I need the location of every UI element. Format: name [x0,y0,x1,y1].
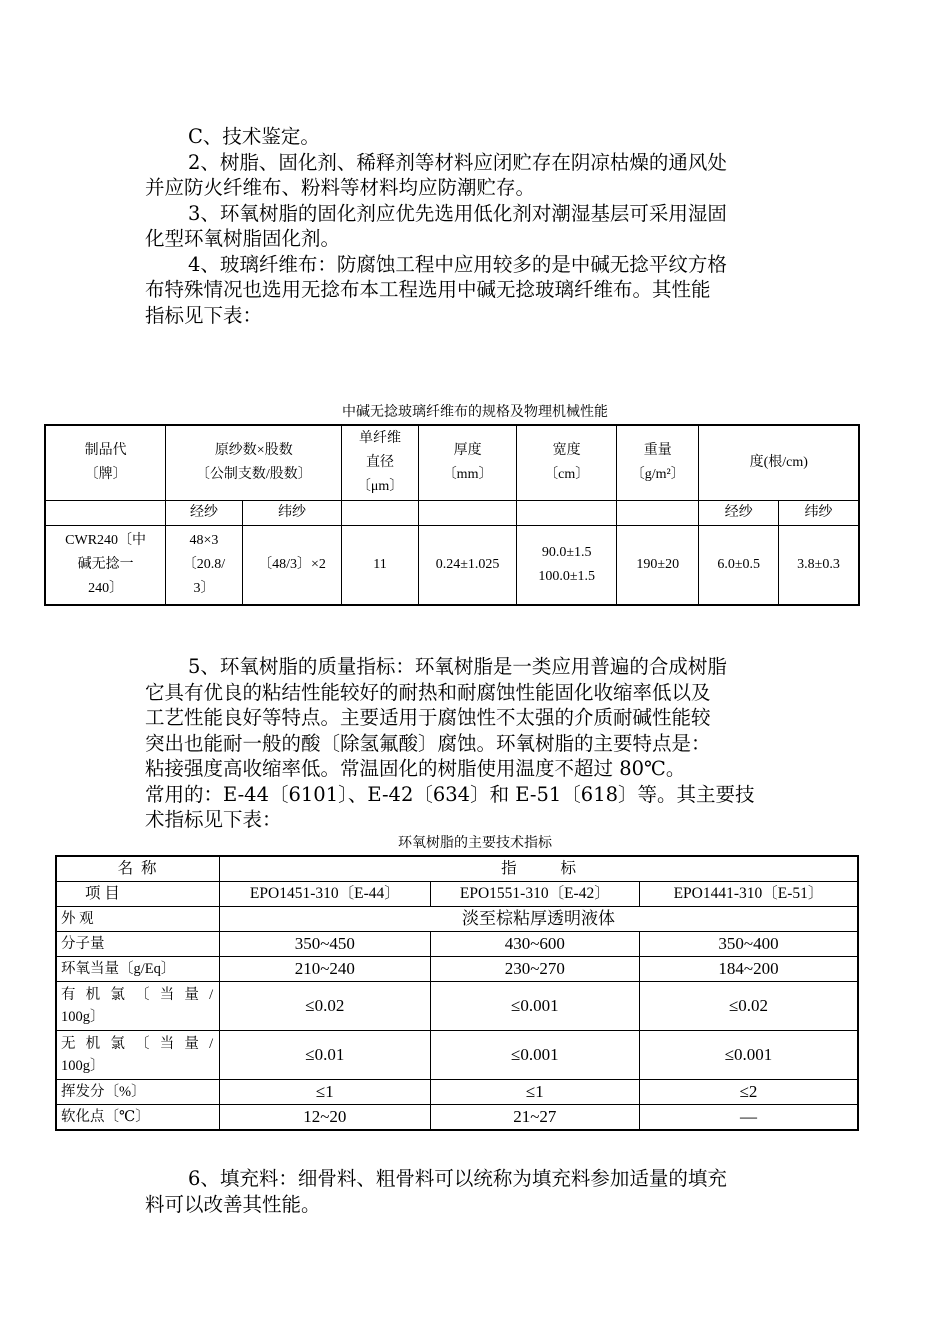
cell: 210~240 [220,957,430,982]
row-density-weft: 3.8±0.3 [778,526,859,606]
para-5-line-3: 工艺性能良好等特点。主要适用于腐蚀性不太强的介质耐碱性能较 [145,706,711,729]
paragraph-block-1 [145,124,810,328]
para-c: C、技术鉴定。 [188,125,320,148]
cell: 430~600 [430,932,639,957]
cell: ≤1 [430,1080,639,1105]
cell: ≤0.01 [220,1031,430,1080]
para-6-line-2: 料可以改善其性能。 [145,1192,321,1216]
row-label-epoxy-equivalent: 环氧当量〔g/Eq〕 [56,957,220,982]
para-5-line-2: 它具有优良的粘结性能较好的耐热和耐腐蚀性能固化收缩率低以及 [145,680,711,704]
row-width: 90.0±1.5 100.0±1.5 [517,526,617,606]
sub-density-warp: 经纱 [699,501,778,526]
para-4-line-3: 指标见下表： [145,303,263,327]
cell: ≤0.02 [640,982,858,1031]
sub-weft: 纬纱 [242,501,342,526]
para-4-line-2: 布特殊情况也选用无捻布本工程选用中碱无捻玻璃纤维布。其性能 [145,278,711,301]
sub-warp: 经纱 [166,501,242,526]
row-weight: 190±20 [616,526,699,606]
row-label-inorganic-chlorine: 无 机 氯 〔 当 量 / 100g〕 [56,1031,220,1080]
row-label-appearance: 外 观 [56,907,220,932]
row-label-organic-chlorine: 有 机 氯 〔 当 量 / 100g〕 [56,982,220,1031]
header-fiber-diameter: 单纤维 直径 〔μm〕 [342,425,418,501]
row-label-softening-point: 软化点〔℃〕 [56,1105,220,1131]
sub-density-weft: 纬纱 [778,501,859,526]
row-fiber: 11 [342,526,418,606]
para-5-line-5: 粘接强度高收缩率低。常温固化的树脂使用温度不超过 80℃。 [145,757,686,780]
cell: 12~20 [220,1105,430,1131]
header-weight: 重量 〔g/m²〕 [616,425,699,501]
cell: 21~27 [430,1105,639,1131]
table2-caption: 环氧树脂的主要技术指标 [398,835,552,851]
row-appearance-value: 淡至棕粘厚透明液体 [220,907,858,932]
row-product-name: CWR240〔中 碱无捻一 240〕 [45,526,166,606]
para-3-line-1: 3、环氧树脂的固化剂应优先选用低化剂对潮湿基层可采用湿固 [188,201,727,225]
cell: — [640,1105,858,1131]
col-e51: EPO1441-310〔E-51〕 [640,882,858,907]
para-3-line-2: 化型环氧树脂固化剂。 [145,227,341,250]
paragraph-block-2 [145,654,810,833]
sub-empty [45,501,166,526]
row-warp: 48×3 〔20.8/ 3〕 [166,526,242,606]
cell: ≤1 [220,1080,430,1105]
row-label-volatile: 挥发分〔%〕 [56,1080,220,1105]
row-weft: 〔48/3〕×2 [242,526,342,606]
para-5-line-6: 常用的：E-44〔6101〕、E-42〔634〕和 E-51〔618〕等。其主要技 [145,782,755,806]
para-5-line-1: 5、环氧树脂的质量指标：环氧树脂是一类应用普遍的合成树脂 [188,655,727,678]
table1-caption: 中碱无捻玻璃纤维布的规格及物理机械性能 [342,404,608,420]
cell: 350~450 [220,932,430,957]
para-2-line-1: 2、树脂、固化剂、稀释剂等材料应闭贮存在阴凉枯燥的通风处 [188,150,727,174]
cell: ≤0.001 [430,1031,639,1080]
header-item: 项 目 [56,882,220,907]
row-label-molecular-weight: 分子量 [56,932,220,957]
header-thickness: 厚度 〔mm〕 [418,425,517,501]
row-thickness: 0.24±1.025 [418,526,517,606]
header-name: 名 称 [56,856,220,882]
cell: ≤0.02 [220,982,430,1031]
cell: ≤0.001 [640,1031,858,1080]
epoxy-resin-table [55,855,859,1131]
para-5-line-7: 术指标见下表： [145,808,282,831]
cell: 184~200 [640,957,858,982]
para-5-line-4: 突出也能耐一般的酸〔除氢氟酸〕腐蚀。环氧树脂的主要特点是： [145,731,711,755]
cell: ≤0.001 [430,982,639,1031]
cell: 350~400 [640,932,858,957]
header-yarn: 原纱数×股数 〔公制支数/股数〕 [166,425,342,501]
col-e44: EPO1451-310〔E-44〕 [220,882,430,907]
header-index: 指 标 [220,856,858,882]
para-6-line-1: 6、填充料：细骨料、粗骨料可以统称为填充料参加适量的填充 [188,1167,727,1190]
cell: ≤2 [640,1080,858,1105]
paragraph-block-3 [145,1166,810,1217]
header-width: 宽度 〔cm〕 [517,425,617,501]
glass-fiber-table [44,424,860,606]
para-2-line-2: 并应防火纤维布、粉料等材料均应防潮贮存。 [145,176,536,199]
col-e42: EPO1551-310〔E-42〕 [430,882,639,907]
header-product: 制品代 〔牌〕 [45,425,166,501]
header-density: 度(根/cm) [699,425,859,501]
row-density-warp: 6.0±0.5 [699,526,778,606]
cell: 230~270 [430,957,639,982]
para-4-line-1: 4、玻璃纤维布：防腐蚀工程中应用较多的是中碱无捻平纹方格 [188,252,727,276]
